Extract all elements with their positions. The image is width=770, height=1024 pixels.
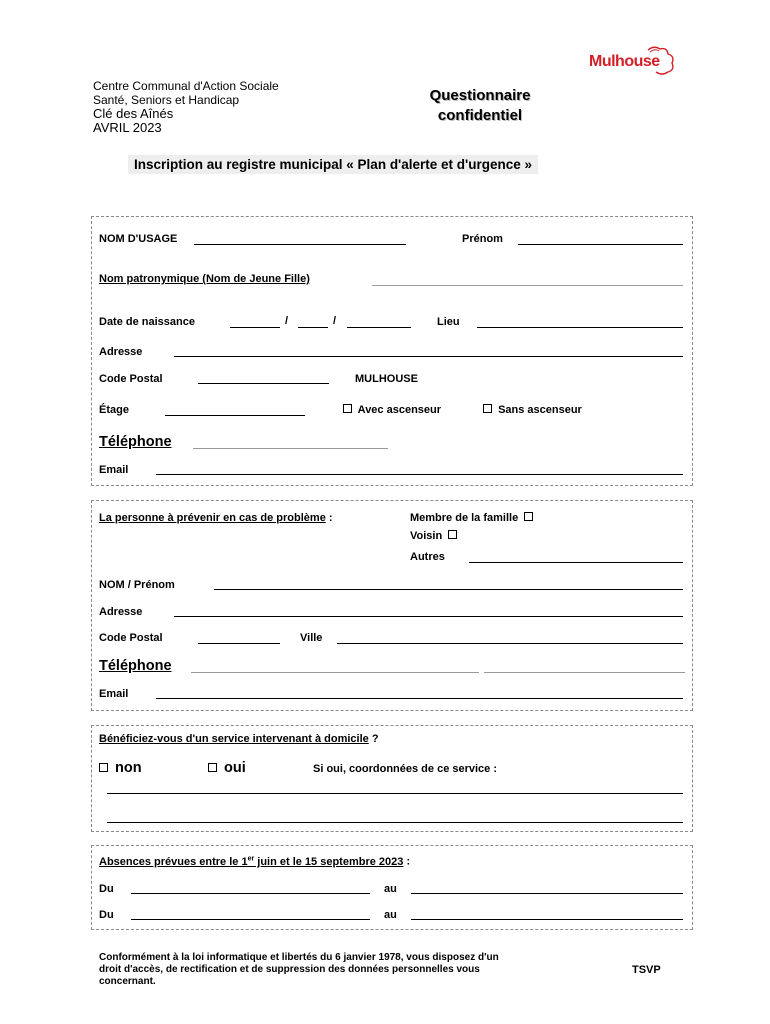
du-field-1[interactable] xyxy=(131,893,370,894)
telephone-label: Téléphone xyxy=(99,434,172,450)
service-field-2[interactable] xyxy=(107,822,683,823)
sans-ascenseur-option[interactable]: Sans ascenseur xyxy=(480,404,582,416)
date-naissance-label: Date de naissance xyxy=(99,316,195,328)
org-line1: Centre Communal d'Action Sociale xyxy=(93,79,279,93)
etage-label: Étage xyxy=(99,404,129,416)
non-checkbox[interactable] xyxy=(99,763,108,772)
membre-famille-option[interactable]: Membre de la famille xyxy=(410,512,536,524)
form-subtitle: Inscription au registre municipal « Plan d'alerte et d'urgence » xyxy=(128,155,538,174)
contact-ville-field[interactable] xyxy=(337,643,683,644)
service-question: Bénéficiez-vous d'un service intervenant à domicile ? xyxy=(99,733,379,745)
etage-field[interactable] xyxy=(165,415,305,416)
org-line3: Clé des Aînés xyxy=(93,106,174,121)
contact-nom-field[interactable] xyxy=(214,589,683,590)
contact-code-postal-label: Code Postal xyxy=(99,632,163,644)
autres-label: Autres xyxy=(410,551,445,563)
du-label-1: Du xyxy=(99,883,114,895)
contact-adresse-field[interactable] xyxy=(174,616,683,617)
nom-patronymique-field[interactable] xyxy=(372,285,683,286)
oui-checkbox[interactable] xyxy=(208,763,217,772)
identity-section xyxy=(91,216,693,486)
sans-ascenseur-checkbox[interactable] xyxy=(483,404,492,413)
page-title: Questionnaire confidentiel xyxy=(429,87,531,124)
contact-email-field[interactable] xyxy=(156,698,683,699)
contact-email-label: Email xyxy=(99,688,129,700)
non-option[interactable]: non xyxy=(96,760,142,776)
org-line2: Santé, Seniors et Handicap xyxy=(93,93,240,107)
prenom-label: Prénom xyxy=(462,233,503,245)
contact-adresse-label: Adresse xyxy=(99,606,143,618)
nom-usage-label: NOM D'USAGE xyxy=(99,233,178,245)
personne-prevenir-label: La personne à prévenir en cas de problème : xyxy=(99,512,333,524)
avec-ascenseur-checkbox[interactable] xyxy=(343,404,352,413)
contact-code-postal-field[interactable] xyxy=(198,643,280,644)
code-postal-label: Code Postal xyxy=(99,373,163,385)
du-label-2: Du xyxy=(99,909,114,921)
voisin-checkbox[interactable] xyxy=(448,530,457,539)
contact-telephone-field[interactable] xyxy=(191,672,479,673)
privacy-notice: Conformément à la loi informatique et libertés du 6 janvier 1978, vous disposez d'un droit d'accès, de rectification et de suppression des données personnelles vous concernant. xyxy=(99,952,499,987)
si-oui-label: Si oui, coordonnées de ce service : xyxy=(313,763,498,775)
code-postal-field[interactable] xyxy=(198,383,329,384)
logo-text: Mulhouse xyxy=(589,53,660,70)
birth-day-field[interactable] xyxy=(230,327,280,328)
org-header xyxy=(93,79,279,135)
au-label-2: au xyxy=(384,909,397,921)
telephone-field[interactable] xyxy=(193,448,388,449)
nom-usage-field[interactable] xyxy=(194,244,406,245)
lieu-label: Lieu xyxy=(437,316,460,328)
tsvp-label: TSVP xyxy=(632,964,661,976)
birth-year-field[interactable] xyxy=(347,327,411,328)
service-field-1[interactable] xyxy=(107,793,683,794)
prenom-field[interactable] xyxy=(518,244,683,245)
avec-ascenseur-option[interactable]: Avec ascenseur xyxy=(340,404,441,416)
au-field-1[interactable] xyxy=(411,893,683,894)
voisin-option[interactable]: Voisin xyxy=(410,530,460,542)
membre-famille-checkbox[interactable] xyxy=(524,512,533,521)
du-field-2[interactable] xyxy=(131,919,370,920)
ville-value: MULHOUSE xyxy=(355,373,418,385)
contact-telephone-label: Téléphone xyxy=(99,658,172,674)
au-field-2[interactable] xyxy=(411,919,683,920)
adresse-label: Adresse xyxy=(99,346,143,358)
autres-field[interactable] xyxy=(469,562,683,563)
mulhouse-logo xyxy=(588,44,678,78)
nom-patronymique-label: Nom patronymique (Nom de Jeune Fille) xyxy=(99,273,310,285)
contact-telephone-field-2[interactable] xyxy=(484,672,685,673)
birth-month-field[interactable] xyxy=(298,327,328,328)
adresse-field[interactable] xyxy=(174,356,683,357)
oui-option[interactable]: oui xyxy=(205,760,246,776)
contact-section xyxy=(91,500,693,711)
email-label: Email xyxy=(99,464,129,476)
lieu-field[interactable] xyxy=(477,327,683,328)
contact-nom-label: NOM / Prénom xyxy=(99,579,175,591)
document-date: AVRIL 2023 xyxy=(93,120,162,135)
absences-label: Absences prévues entre le 1er juin et le 15 septembre 2023 : xyxy=(99,855,411,868)
contact-ville-label: Ville xyxy=(300,632,323,644)
email-field[interactable] xyxy=(156,474,683,475)
au-label-1: au xyxy=(384,883,397,895)
